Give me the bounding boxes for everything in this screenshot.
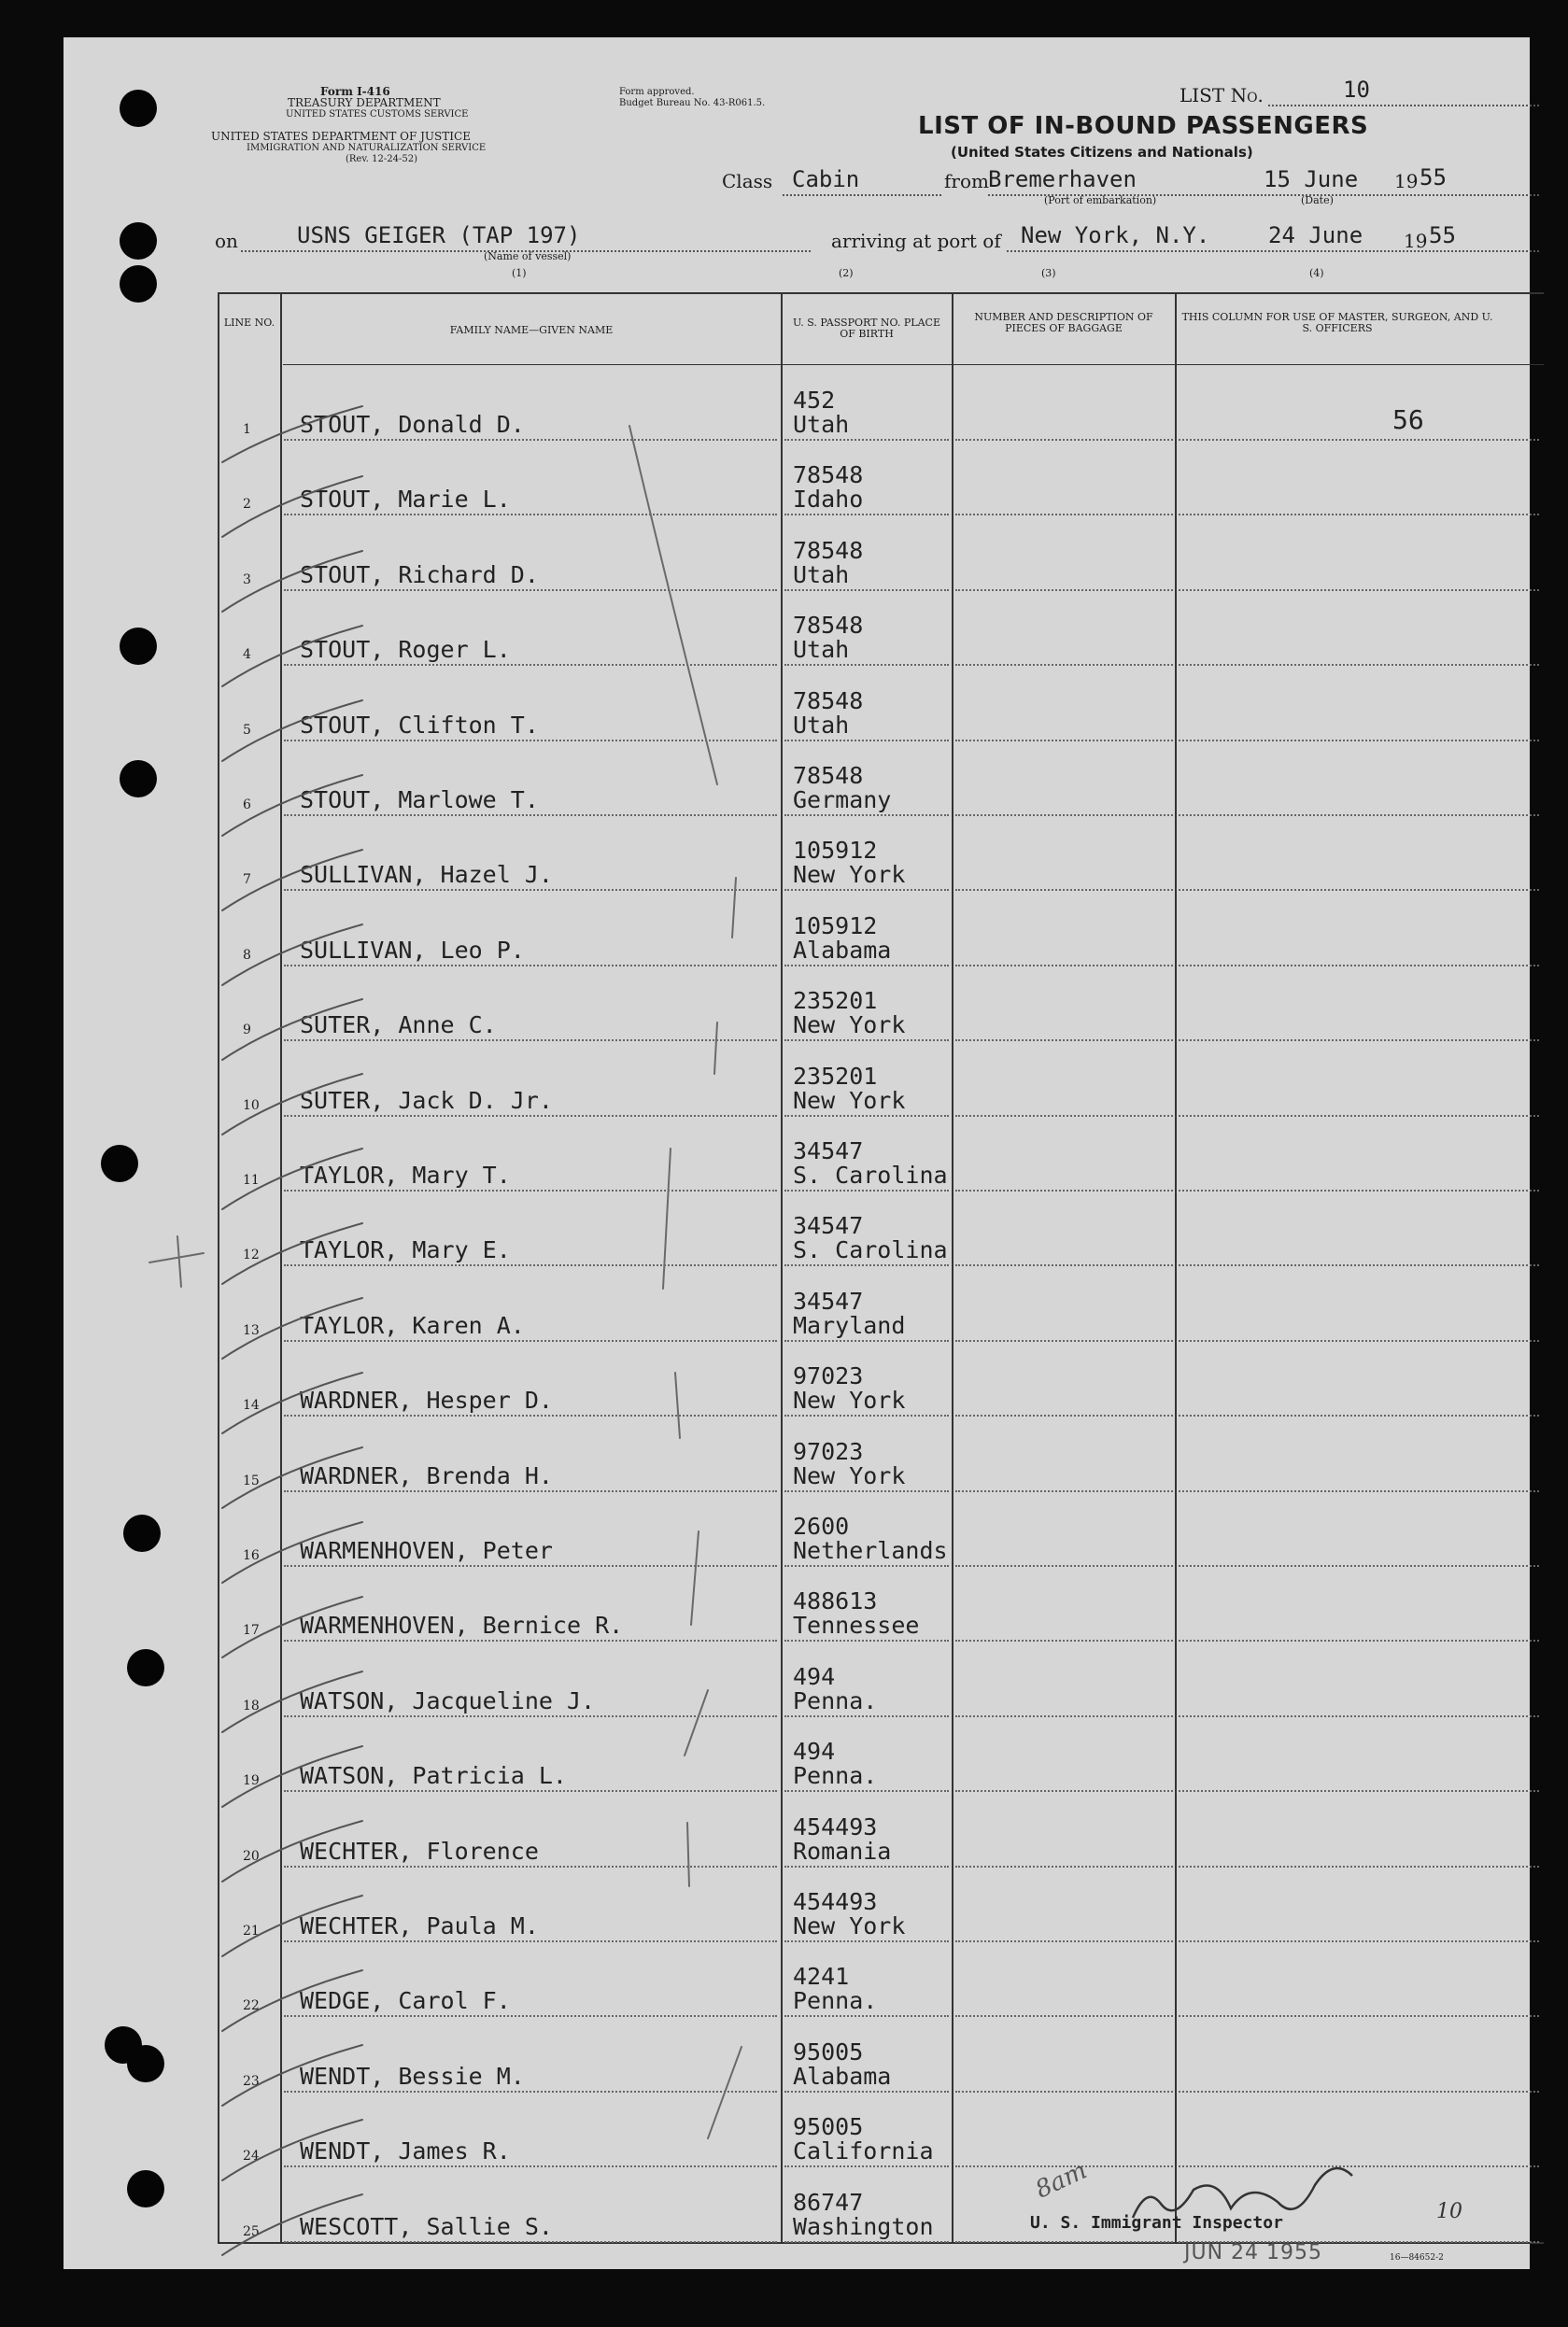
- line-number: 3: [243, 571, 251, 587]
- pencil-cross-mark: [149, 1236, 204, 1287]
- passenger-name: TAYLOR, Karen A.: [300, 1311, 525, 1339]
- passport-header: U. S. PASSPORT NO. PLACE OF BIRTH: [792, 317, 941, 340]
- line-number: 15: [243, 1473, 260, 1488]
- binder-hole: [123, 1515, 161, 1552]
- passenger-name: STOUT, Clifton T.: [300, 711, 539, 739]
- binder-hole: [127, 2045, 164, 2082]
- passport-number: 235201: [793, 987, 878, 1015]
- date-caption: (Date): [1301, 194, 1334, 206]
- col-4-number: (4): [1309, 267, 1324, 279]
- officers-header: THIS COLUMN FOR USE OF MASTER, SURGEON, AND U. S. OFFICERS: [1181, 311, 1493, 334]
- officer-note: 56: [1392, 404, 1424, 435]
- print-code: 16—84652-2: [1390, 2253, 1444, 2263]
- binder-hole: [120, 628, 157, 665]
- pencil-stroke-taylor: [663, 1149, 671, 1289]
- on-label: on: [215, 230, 238, 252]
- pencil-stroke-suter: [714, 1022, 717, 1074]
- list-title: LIST OF IN-BOUND PASSENGERS: [918, 112, 1369, 140]
- passenger-name: WENDT, James R.: [300, 2137, 511, 2165]
- place-of-birth: S. Carolina: [793, 1162, 948, 1189]
- pencil-stroke-wardner: [675, 1373, 680, 1438]
- place-of-birth: New York: [793, 1387, 906, 1415]
- place-of-birth: New York: [793, 1912, 906, 1939]
- passenger-name: WEDGE, Carol F.: [300, 1987, 511, 2015]
- binder-hole: [127, 1649, 164, 1686]
- inspector-mark: 10: [1436, 2200, 1462, 2223]
- line-number: 11: [243, 1173, 260, 1188]
- passenger-name: TAYLOR, Mary T.: [300, 1162, 511, 1189]
- treasury-dept: TREASURY DEPARTMENT: [288, 96, 441, 109]
- line-number: 16: [243, 1548, 260, 1563]
- embark-year-prefix: 19: [1394, 170, 1419, 192]
- place-of-birth: Penna.: [793, 1762, 878, 1790]
- place-of-birth: Washington: [793, 2212, 934, 2240]
- passenger-name: WARMENHOVEN, Peter: [300, 1537, 553, 1564]
- line-number: 14: [243, 1398, 260, 1414]
- line-number: 12: [243, 1248, 260, 1263]
- passenger-list-sheet: [64, 37, 1530, 2269]
- line-number: 17: [243, 1623, 260, 1639]
- place-of-birth: New York: [793, 1011, 906, 1039]
- passport-number: 78548: [793, 762, 864, 789]
- place-of-birth: California: [793, 2137, 934, 2165]
- pencil-stroke-stout: [629, 426, 717, 784]
- line-number: 19: [243, 1773, 260, 1789]
- passenger-name: SUTER, Jack D. Jr.: [300, 1086, 553, 1114]
- vessel-caption: (Name of vessel): [484, 250, 572, 262]
- passport-number: 452: [793, 387, 836, 414]
- place-of-birth: Maryland: [793, 1311, 906, 1339]
- line-number: 24: [243, 2149, 260, 2165]
- passenger-name: WENDT, Bessie M.: [300, 2062, 525, 2090]
- passenger-name: STOUT, Roger L.: [300, 636, 511, 664]
- passport-number: 34547: [793, 1137, 864, 1164]
- binder-hole: [120, 265, 157, 303]
- line-number: 18: [243, 1698, 260, 1714]
- place-of-birth: New York: [793, 1461, 906, 1489]
- binder-hole: [120, 90, 157, 127]
- line-number: 20: [243, 1848, 260, 1864]
- form-number: Form I-416: [320, 85, 390, 98]
- passenger-name: WATSON, Jacqueline J.: [300, 1686, 596, 1714]
- place-of-birth: Utah: [793, 636, 850, 664]
- passport-number: 454493: [793, 1812, 878, 1840]
- binder-hole: [120, 760, 157, 797]
- passport-number: 95005: [793, 2113, 864, 2141]
- line-check-marks: [222, 406, 362, 2255]
- passport-number: 2600: [793, 1513, 850, 1540]
- passport-number: 97023: [793, 1362, 864, 1390]
- inspector-caption: U. S. Immigrant Inspector: [1030, 2213, 1283, 2233]
- passport-number: 488613: [793, 1587, 878, 1615]
- revision: (Rev. 12-24-52): [346, 154, 418, 164]
- passport-number: 34547: [793, 1212, 864, 1240]
- passenger-name: WECHTER, Paula M.: [300, 1912, 539, 1939]
- budget-bureau: Budget Bureau No. 43-R061.5.: [619, 98, 766, 108]
- binder-hole: [120, 222, 157, 260]
- justice-dept: UNITED STATES DEPARTMENT OF JUSTICE: [211, 130, 471, 143]
- name-header: FAMILY NAME—GIVEN NAME: [449, 324, 614, 336]
- ins-service: IMMIGRATION AND NATURALIZATION SERVICE: [247, 143, 487, 153]
- place-of-birth: New York: [793, 861, 906, 889]
- place-of-birth: Penna.: [793, 1987, 878, 2015]
- class-label: Class: [722, 170, 773, 192]
- passport-number: 78548: [793, 612, 864, 640]
- passenger-name: TAYLOR, Mary E.: [300, 1236, 511, 1264]
- binder-hole: [127, 2170, 164, 2207]
- place-of-birth: Utah: [793, 411, 850, 438]
- line-number: 4: [243, 647, 251, 663]
- place-of-birth: Romania: [793, 1837, 892, 1865]
- passport-number: 78548: [793, 686, 864, 714]
- place-of-birth: Utah: [793, 560, 850, 588]
- arrival-year-suffix: 55: [1429, 222, 1456, 248]
- line-number: 22: [243, 1998, 260, 2014]
- line-no-header: LINE NO.: [223, 317, 275, 329]
- handwritten-time-note: 8am: [1031, 2156, 1092, 2205]
- line-number: 5: [243, 722, 251, 738]
- inspector-signature: [1133, 2168, 1352, 2218]
- passport-number: 494: [793, 1738, 836, 1766]
- line-number: 6: [243, 797, 251, 812]
- pencil-stroke-sullivan: [732, 878, 736, 938]
- passport-number: 105912: [793, 911, 878, 939]
- baggage-header: NUMBER AND DESCRIPTION OF PIECES OF BAGGAGE: [974, 311, 1153, 334]
- embark-port: Bremerhaven: [988, 166, 1137, 192]
- passenger-name: WESCOTT, Sallie S.: [300, 2212, 553, 2240]
- embark-year-suffix: 55: [1420, 164, 1447, 190]
- list-number-label: LIST No.: [1180, 84, 1264, 106]
- passenger-name: WECHTER, Florence: [300, 1837, 539, 1865]
- place-of-birth: Alabama: [793, 2062, 892, 2090]
- arrival-date: 24 June: [1268, 222, 1363, 248]
- line-number: 7: [243, 872, 251, 888]
- passport-number: 105912: [793, 837, 878, 865]
- passenger-name: WATSON, Patricia L.: [300, 1762, 567, 1790]
- embark-date: 15 June: [1264, 166, 1359, 192]
- passport-number: 235201: [793, 1062, 878, 1090]
- line-number: 8: [243, 947, 251, 963]
- place-of-birth: New York: [793, 1086, 906, 1114]
- place-of-birth: Alabama: [793, 936, 892, 964]
- pencil-stroke-wechter: [687, 1823, 689, 1886]
- passenger-name: SUTER, Anne C.: [300, 1011, 497, 1039]
- passport-number: 4241: [793, 1963, 850, 1991]
- passport-number: 78548: [793, 536, 864, 564]
- customs-service: UNITED STATES CUSTOMS SERVICE: [286, 109, 469, 120]
- line-number: 9: [243, 1022, 251, 1038]
- line-number: 1: [243, 422, 251, 437]
- line-number: 13: [243, 1322, 260, 1338]
- passenger-name: STOUT, Marlowe T.: [300, 786, 539, 813]
- col-3-number: (3): [1041, 267, 1056, 279]
- passenger-name: WARDNER, Brenda H.: [300, 1461, 553, 1489]
- passport-number: 494: [793, 1662, 836, 1690]
- place-of-birth: Idaho: [793, 486, 864, 514]
- passenger-name: SULLIVAN, Leo P.: [300, 936, 525, 964]
- line-number: 2: [243, 497, 251, 513]
- arrival-stamp-date: JUN 24 1955: [1184, 2241, 1323, 2264]
- list-subtitle: (United States Citizens and Nationals): [951, 144, 1253, 161]
- form-approved: Form approved.: [619, 87, 695, 97]
- place-of-birth: S. Carolina: [793, 1236, 948, 1264]
- passenger-name: STOUT, Marie L.: [300, 486, 511, 514]
- pencil-marks: [64, 37, 1530, 2269]
- binder-hole: [101, 1145, 138, 1182]
- col-2-number: (2): [839, 267, 854, 279]
- pencil-stroke-warmenhoven: [691, 1531, 699, 1625]
- passenger-name: WARDNER, Hesper D.: [300, 1387, 553, 1415]
- arriving-label: arriving at port of: [831, 230, 1001, 252]
- place-of-birth: Germany: [793, 786, 892, 813]
- line-number: 21: [243, 1924, 260, 1939]
- line-number: 10: [243, 1097, 260, 1113]
- passport-number: 78548: [793, 461, 864, 489]
- col-1-number: (1): [512, 267, 527, 279]
- passport-number: 34547: [793, 1287, 864, 1315]
- line-number: 25: [243, 2223, 260, 2239]
- embark-caption: (Port of embarkation): [1044, 194, 1157, 206]
- from-label: from: [944, 170, 989, 192]
- place-of-birth: Tennessee: [793, 1612, 920, 1640]
- passport-number: 86747: [793, 2188, 864, 2216]
- place-of-birth: Utah: [793, 711, 850, 739]
- arrival-year-prefix: 19: [1404, 230, 1428, 252]
- passenger-name: WARMENHOVEN, Bernice R.: [300, 1612, 624, 1640]
- place-of-birth: Netherlands: [793, 1537, 948, 1564]
- passenger-name: STOUT, Richard D.: [300, 560, 539, 588]
- arrival-port: New York, N.Y.: [1021, 222, 1210, 248]
- class-value: Cabin: [792, 166, 860, 192]
- place-of-birth: Penna.: [793, 1686, 878, 1714]
- passport-number: 95005: [793, 2038, 864, 2066]
- pencil-stroke-wendt: [708, 2047, 742, 2138]
- line-number: 23: [243, 2073, 260, 2089]
- passport-number: 454493: [793, 1888, 878, 1915]
- list-number: 10: [1343, 77, 1370, 103]
- vessel-name: USNS GEIGER (TAP 197): [297, 222, 581, 248]
- pencil-stroke-watson: [685, 1690, 708, 1756]
- passenger-name: SULLIVAN, Hazel J.: [300, 861, 553, 889]
- passenger-name: STOUT, Donald D.: [300, 411, 525, 438]
- passport-number: 97023: [793, 1437, 864, 1465]
